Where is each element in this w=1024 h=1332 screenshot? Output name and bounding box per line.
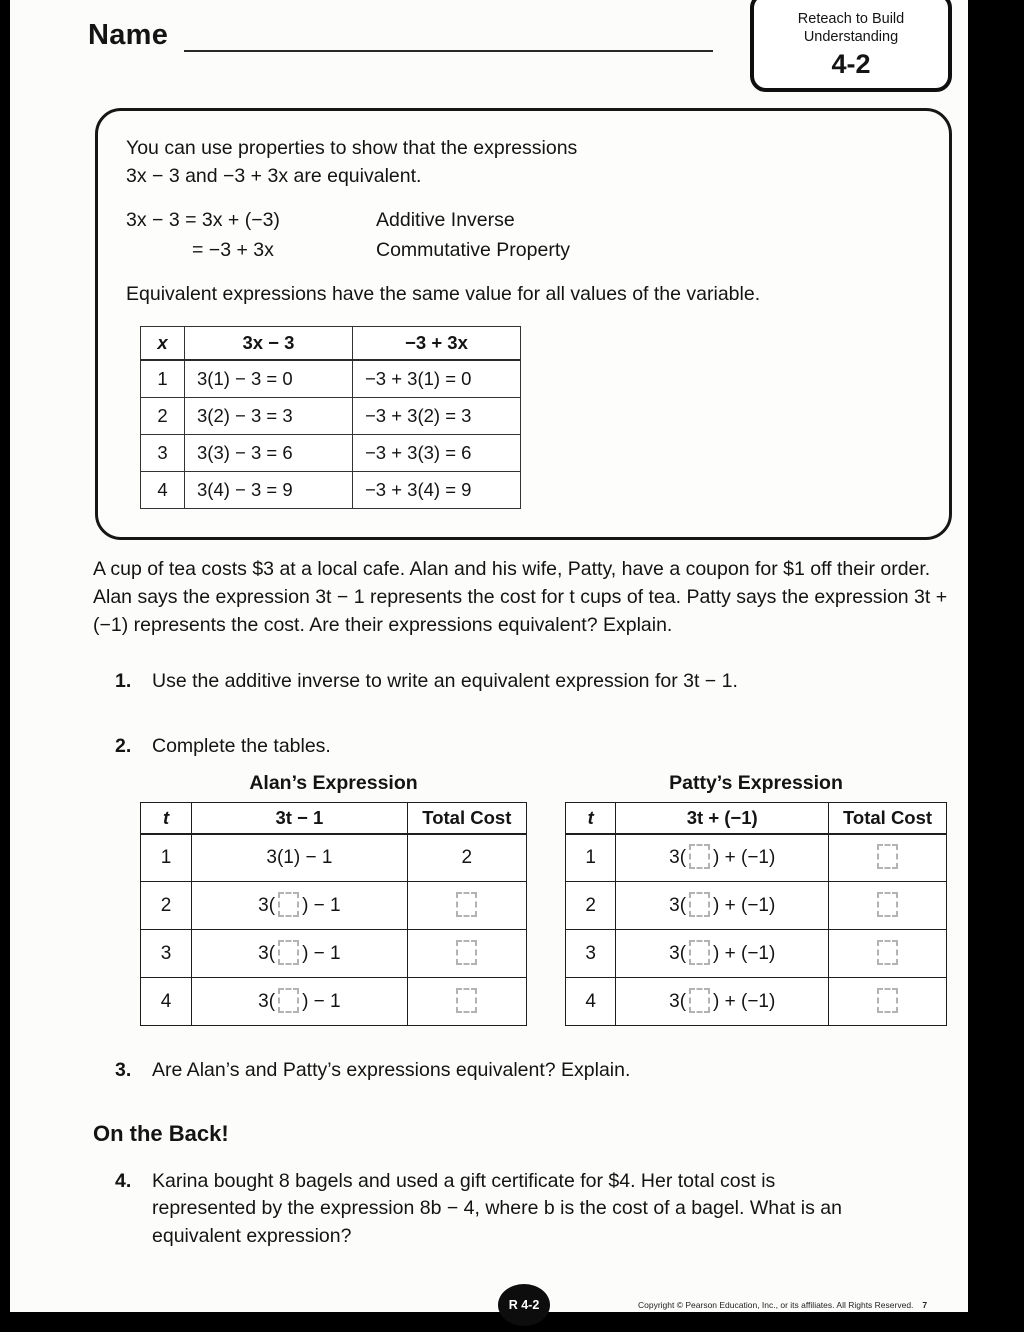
header-total-cost: Total Cost bbox=[407, 803, 526, 834]
total-cell bbox=[829, 978, 947, 1026]
reteach-box bbox=[95, 108, 952, 540]
x-value: 4 bbox=[141, 471, 185, 508]
t-value: 3 bbox=[566, 930, 616, 978]
expression-cell: 3( ) + (−1) bbox=[616, 930, 829, 978]
fill-in-tables-section bbox=[10, 772, 968, 1032]
step-reason: Additive Inverse bbox=[376, 209, 515, 232]
table-row bbox=[566, 930, 947, 978]
intro-line-2: 3x − 3 and −3 + 3x are equivalent. bbox=[126, 164, 422, 187]
question-4 bbox=[115, 1168, 863, 1250]
question-text: Are Alan’s and Patty’s expressions equivalent? Explain. bbox=[152, 1059, 631, 1081]
expr2-eval: −3 + 3(3) = 6 bbox=[353, 434, 521, 471]
question-number: 3. bbox=[115, 1059, 132, 1081]
equivalence-table bbox=[140, 326, 521, 509]
copyright-text: Copyright © Pearson Education, Inc., or its affiliates. All Rights Reserved. 7 bbox=[638, 1300, 928, 1310]
header-t: t bbox=[141, 803, 192, 834]
badge-title-line2: Understanding bbox=[803, 29, 899, 46]
header-t: t bbox=[566, 803, 616, 834]
answer-box[interactable] bbox=[278, 940, 299, 965]
answer-box[interactable] bbox=[877, 844, 898, 869]
on-the-back-heading: On the Back! bbox=[93, 1121, 229, 1146]
patty-expression-table bbox=[565, 772, 947, 1026]
answer-box[interactable] bbox=[456, 988, 477, 1013]
page-number: 7 bbox=[922, 1300, 928, 1310]
table-row bbox=[141, 978, 527, 1026]
question-3 bbox=[115, 1057, 895, 1084]
step-expression: 3x − 3 = 3x + (−3) bbox=[126, 209, 280, 232]
table-row bbox=[141, 397, 521, 434]
question-text: Karina bought 8 bagels and used a gift certificate for $4. Her total cost is represented by the expression 8b − 4, where b is the cost of a bagel. What is an equivalent expression? bbox=[152, 1170, 842, 1247]
answer-box[interactable] bbox=[689, 892, 710, 917]
answer-box[interactable] bbox=[278, 988, 299, 1013]
answer-box[interactable] bbox=[456, 892, 477, 917]
table-header-row bbox=[141, 326, 521, 360]
expression-cell: 3( ) + (−1) bbox=[616, 882, 829, 930]
table-row bbox=[141, 360, 521, 398]
expr2-eval: −3 + 3(2) = 3 bbox=[353, 397, 521, 434]
expression-cell: 3( ) − 1 bbox=[192, 882, 408, 930]
word-problem-text: A cup of tea costs $3 at a local cafe. Alan and his wife, Patty, have a coupon for $1 off their order. Alan says the expression 3t − 1 represents the cost for t cups of tea. Patty says the expression 3t + (−1) represents the cost. Are their expressions equivalent? Explain. bbox=[93, 558, 948, 636]
total-cell bbox=[829, 834, 947, 882]
t-value: 1 bbox=[141, 834, 192, 882]
alan-table-title: Alan’s Expression bbox=[249, 772, 418, 794]
answer-box[interactable] bbox=[278, 892, 299, 917]
table-header-row bbox=[566, 803, 947, 834]
table-row bbox=[141, 930, 527, 978]
header-expr1: 3x − 3 bbox=[185, 326, 353, 360]
table-row bbox=[141, 834, 527, 882]
derivation-steps bbox=[126, 206, 921, 265]
intro-line-1: You can use properties to show that the expressions bbox=[126, 137, 578, 159]
patty-table-title: Patty’s Expression bbox=[669, 772, 843, 794]
t-value: 2 bbox=[566, 882, 616, 930]
step-expression: = −3 + 3x bbox=[192, 238, 274, 261]
total-cell bbox=[407, 978, 526, 1026]
table-row bbox=[566, 978, 947, 1026]
badge-lesson-number: 4-2 bbox=[831, 49, 871, 80]
expr1-eval: 3(4) − 3 = 9 bbox=[185, 471, 353, 508]
answer-box[interactable] bbox=[689, 844, 710, 869]
x-value: 1 bbox=[141, 360, 185, 398]
patty-table bbox=[565, 802, 947, 1026]
total-cell bbox=[407, 930, 526, 978]
question-number: 1. bbox=[115, 670, 132, 692]
table-row bbox=[141, 434, 521, 471]
total-cell bbox=[829, 930, 947, 978]
answer-box[interactable] bbox=[456, 940, 477, 965]
expr2-eval: −3 + 3(1) = 0 bbox=[353, 360, 521, 398]
derivation-step bbox=[126, 236, 921, 265]
expression-cell: 3( ) − 1 bbox=[192, 978, 408, 1026]
page-footer bbox=[10, 1282, 968, 1328]
question-number: 4. bbox=[115, 1170, 132, 1192]
answer-box[interactable] bbox=[877, 988, 898, 1013]
question-text: Complete the tables. bbox=[152, 735, 331, 757]
question-2 bbox=[115, 733, 715, 760]
t-value: 1 bbox=[566, 834, 616, 882]
t-value: 4 bbox=[566, 978, 616, 1026]
total-cell bbox=[407, 882, 526, 930]
expr2-eval: −3 + 3(4) = 9 bbox=[353, 471, 521, 508]
header-expr2: −3 + 3x bbox=[353, 326, 521, 360]
table-header-row bbox=[141, 803, 527, 834]
x-value: 3 bbox=[141, 434, 185, 471]
answer-box[interactable] bbox=[877, 940, 898, 965]
t-value: 3 bbox=[141, 930, 192, 978]
answer-box[interactable] bbox=[877, 892, 898, 917]
derivation-step bbox=[126, 206, 921, 235]
answer-box[interactable] bbox=[689, 988, 710, 1013]
t-value: 4 bbox=[141, 978, 192, 1026]
header-expression: 3t − 1 bbox=[192, 803, 408, 834]
table-row bbox=[141, 471, 521, 508]
total-cell: 2 bbox=[407, 834, 526, 882]
x-value: 2 bbox=[141, 397, 185, 434]
header-total-cost: Total Cost bbox=[829, 803, 947, 834]
table-row bbox=[141, 882, 527, 930]
alan-expression-table bbox=[140, 772, 527, 1026]
expression-cell: 3( ) + (−1) bbox=[616, 834, 829, 882]
expr1-eval: 3(2) − 3 = 3 bbox=[185, 397, 353, 434]
alan-table bbox=[140, 802, 527, 1026]
footer-lesson-badge: R 4-2 bbox=[498, 1284, 550, 1326]
lesson-badge bbox=[750, 0, 952, 92]
question-text: Use the additive inverse to write an equivalent expression for 3t − 1. bbox=[152, 670, 738, 692]
name-header-row bbox=[88, 16, 713, 52]
question-number: 2. bbox=[115, 735, 132, 757]
worksheet-page bbox=[10, 0, 968, 1312]
expr1-eval: 3(3) − 3 = 6 bbox=[185, 434, 353, 471]
header-expression: 3t + (−1) bbox=[616, 803, 829, 834]
question-1 bbox=[115, 668, 895, 695]
answer-box[interactable] bbox=[689, 940, 710, 965]
t-value: 2 bbox=[141, 882, 192, 930]
table-row bbox=[566, 834, 947, 882]
total-cell bbox=[829, 882, 947, 930]
table-row bbox=[566, 882, 947, 930]
expression-cell: 3(1) − 1 bbox=[192, 834, 408, 882]
name-input-line[interactable] bbox=[184, 16, 713, 52]
equivalence-note: Equivalent expressions have the same value for all values of the variable. bbox=[126, 282, 761, 305]
expression-cell: 3( ) − 1 bbox=[192, 930, 408, 978]
expression-cell: 3( ) + (−1) bbox=[616, 978, 829, 1026]
expr1-eval: 3(1) − 3 = 0 bbox=[185, 360, 353, 398]
header-x: x bbox=[141, 326, 185, 360]
badge-title-line1: Reteach to Build bbox=[797, 11, 905, 27]
step-reason: Commutative Property bbox=[376, 238, 570, 261]
name-label: Name bbox=[88, 19, 169, 51]
